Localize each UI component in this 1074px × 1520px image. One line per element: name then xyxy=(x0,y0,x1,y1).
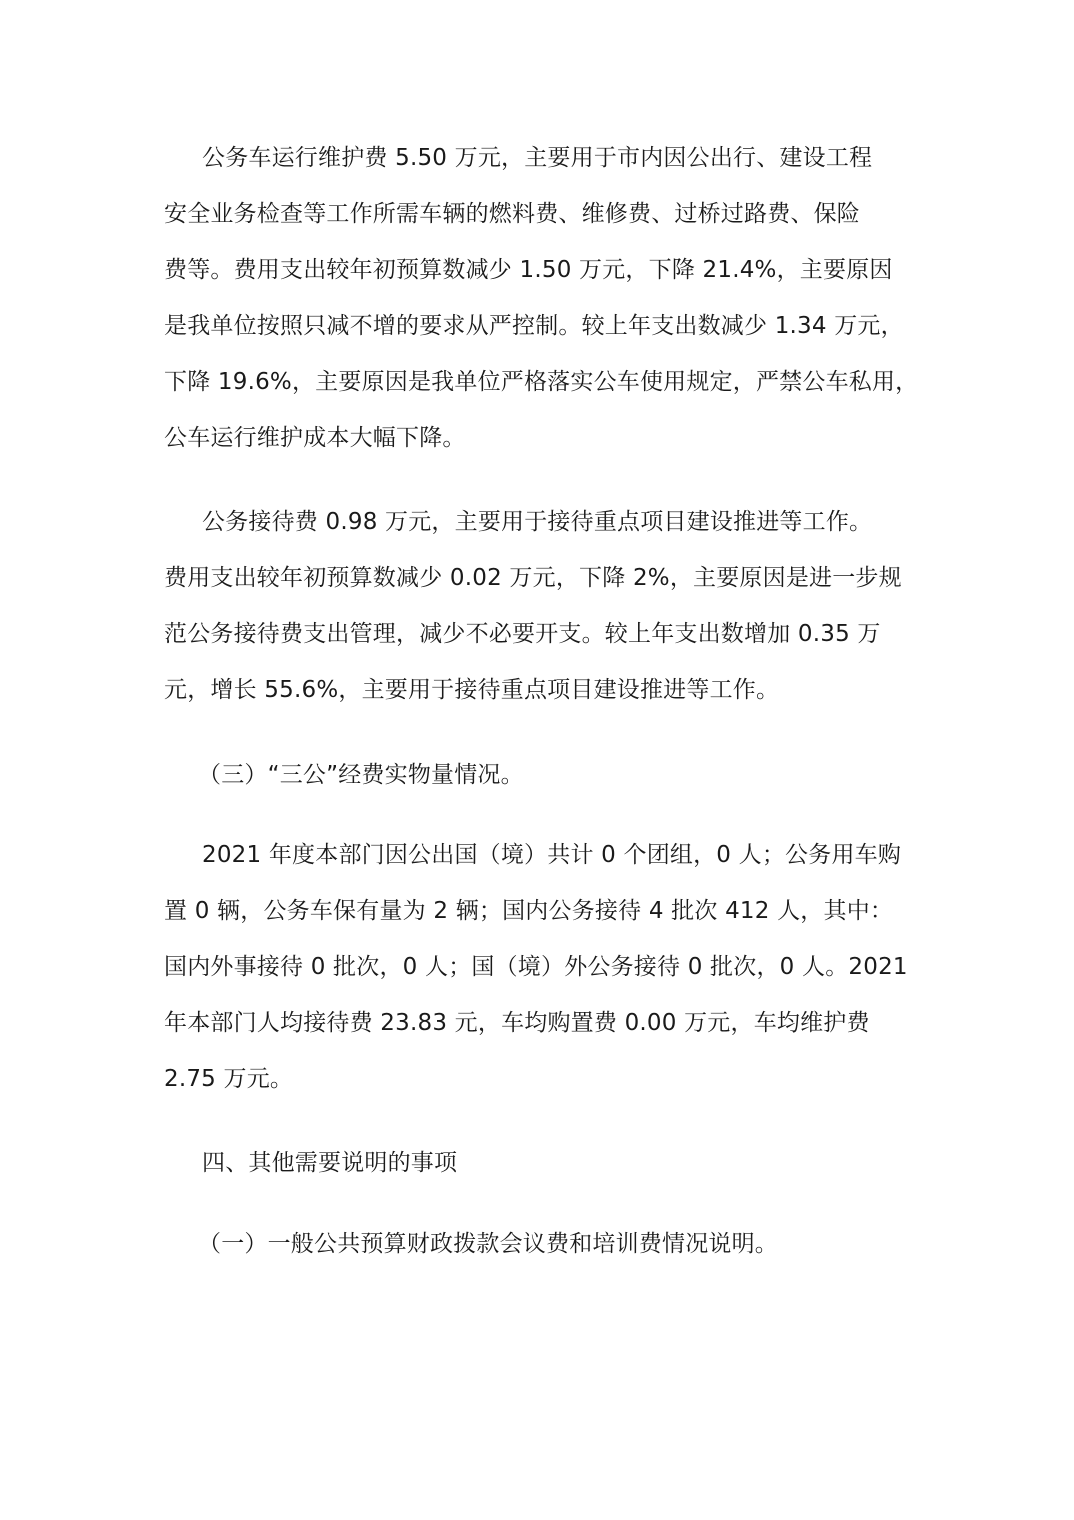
text-line: 年本部门人均接待费 23.83 元，车均购置费 0.00 万元，车均维护费 xyxy=(164,1010,870,1036)
text-line: 安全业务检查等工作所需车辆的燃料费、维修费、过桥过路费、保险 xyxy=(164,201,860,227)
text-line: 费等。费用支出较年初预算数减少 1.50 万元，下降 21.4%，主要原因 xyxy=(164,257,893,283)
text-line: 公车运行维护成本大幅下降。 xyxy=(164,425,466,451)
text-line: 2021 年度本部门因公出国（境）共计 0 个团组，0 人；公务用车购 xyxy=(202,842,902,868)
text-line: 费用支出较年初预算数减少 0.02 万元，下降 2%，主要原因是进一步规 xyxy=(164,565,902,591)
text-line: 是我单位按照只减不增的要求从严控制。较上年支出数减少 1.34 万元， xyxy=(164,313,904,339)
text-line: 2.75 万元。 xyxy=(164,1066,294,1092)
text-line: 国内外事接待 0 批次，0 人；国（境）外公务接待 0 批次，0 人。2021 xyxy=(164,954,908,980)
text-line: 置 0 辆，公务车保有量为 2 辆；国内公务接待 4 批次 412 人，其中： xyxy=(164,898,894,924)
text-line: 下降 19.6%，主要原因是我单位严格落实公车使用规定，严禁公车私用， xyxy=(164,369,919,395)
section-heading-3: （三）“三公”经费实物量情况。 xyxy=(198,762,524,788)
text-line: 范公务接待费支出管理，减少不必要开支。较上年支出数增加 0.35 万 xyxy=(164,621,881,647)
text-line: 公务接待费 0.98 万元，主要用于接待重点项目建设推进等工作。 xyxy=(202,509,873,535)
text-line: 元，增长 55.6%，主要用于接待重点项目建设推进等工作。 xyxy=(164,677,780,703)
section-heading-4: 四、其他需要说明的事项 xyxy=(202,1150,458,1176)
text-line: 公务车运行维护费 5.50 万元，主要用于市内因公出行、建设工程 xyxy=(202,145,873,171)
section-subheading-4-1: （一）一般公共预算财政拨款会议费和培训费情况说明。 xyxy=(198,1231,778,1257)
